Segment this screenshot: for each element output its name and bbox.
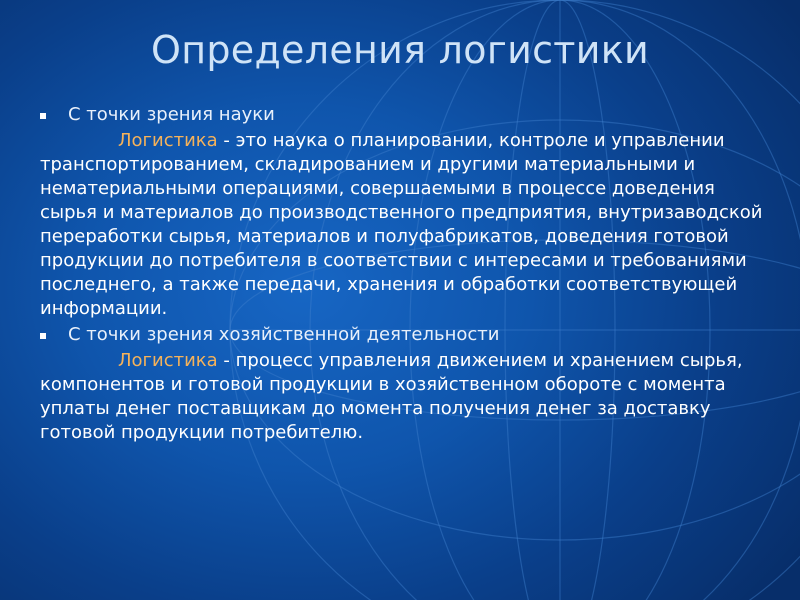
definition-text: - это наука о планировании, контроле и управлении транспортированием, складированием и другими материальными и нематериальными операциями, совершаемыми в процессе доведения сырья и материалов до производственного предприятия, внутризаводской переработки сырья, материалов и полуфабрикатов, доведения готовой продукции до потребителя в соответствии с интересами и требованиями последнего, а также передачи, хранения и обработки соответствующей информации.: [40, 130, 763, 319]
slide-content: [40, 103, 775, 447]
definition-paragraph: [40, 349, 775, 445]
slide-title: Определения логистики: [151, 28, 649, 72]
term-highlight: Логистика: [118, 130, 218, 151]
term-highlight: Логистика: [118, 350, 218, 371]
definition-paragraph: [40, 129, 775, 321]
bullet-heading: С точки зрения науки: [68, 104, 275, 125]
bullet-item-business: [40, 323, 775, 347]
definition-text: - процесс управления движением и хранением сырья, компонентов и готовой продукции в хозяйственном обороте с момента уплаты денег поставщикам до момента получения денег за доставку готовой продукции потребителю.: [40, 350, 743, 443]
square-bullet-icon: [40, 333, 46, 339]
bullet-heading: С точки зрения хозяйственной деятельности: [68, 324, 500, 345]
bullet-item-science: [40, 103, 775, 127]
square-bullet-icon: [40, 113, 46, 119]
